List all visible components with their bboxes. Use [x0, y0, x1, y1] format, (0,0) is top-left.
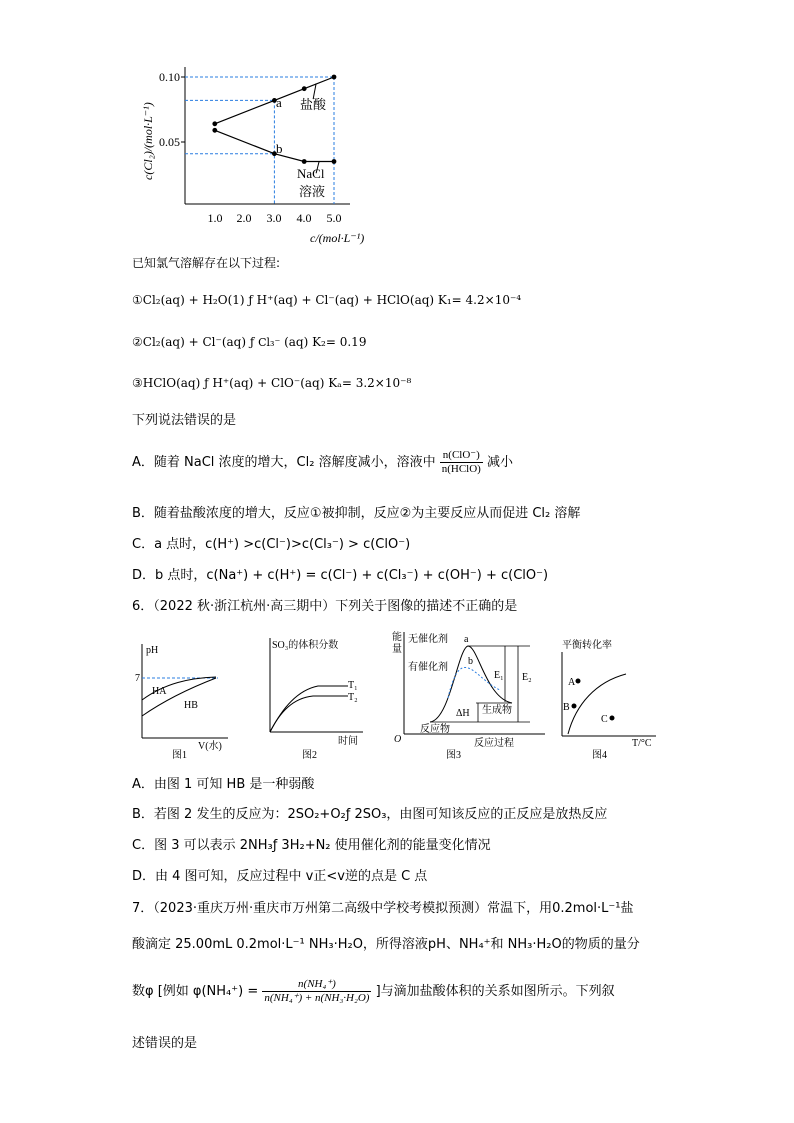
phi-numerator: n(NH₄⁺)	[262, 978, 371, 992]
series_hcl-point-0	[212, 121, 217, 126]
tick-x-4: 4.0	[296, 211, 312, 225]
fig1-caption: 图1	[172, 750, 187, 761]
question-6-stem: 6．（2022 秋·浙江杭州·高三期中）下列关于图像的描述不正确的是	[132, 599, 518, 614]
fig3-b: b	[468, 656, 473, 667]
series_hcl-point-2	[302, 86, 307, 91]
q5-option-a-post: 减小	[486, 455, 513, 470]
question-7-line-4: 述错误的是	[132, 1036, 198, 1051]
fig3-caption: 图3	[446, 750, 461, 761]
fig3-product: 生成物	[482, 705, 512, 716]
fig2-ylabel: SO₃的体积分数	[272, 640, 339, 651]
question-7-line-3	[132, 978, 615, 1005]
fig4-pc: C	[601, 714, 608, 725]
fig1-ylabel: pH	[146, 645, 159, 656]
tick-x-2: 2.0	[236, 211, 252, 225]
tick-x-5: 5.0	[326, 211, 342, 225]
q5-option-a-pre: A．随着 NaCl 浓度的增大，Cl₂ 溶解度减小，溶液中	[132, 455, 436, 470]
label-hcl: 盐酸	[300, 97, 327, 112]
fig3-cat: 有催化剂	[408, 662, 448, 673]
y-axis-label: c(Cl₂)/(mol·L⁻¹)	[141, 102, 155, 180]
reaction-2-lhs: ②Cl₂(aq) + Cl⁻(aq) ƒ	[132, 335, 259, 349]
q6-option-d: D．由 4 图可知，反应过程中 v正<v逆的点是 C 点	[132, 869, 428, 884]
figure-1	[130, 638, 230, 763]
fig3-e2: E₂	[522, 672, 532, 683]
fig3-xlabel: 反应过程	[474, 738, 514, 749]
fig2-t2: T₂	[348, 692, 358, 703]
series_hcl-point-3	[332, 75, 337, 80]
tick-x-3: 3.0	[266, 211, 282, 225]
fig4-pa: A	[568, 677, 576, 688]
fig3-a: a	[464, 634, 469, 645]
fig3-dh: ΔH	[456, 708, 470, 719]
fig1-hb: HB	[184, 700, 198, 711]
label-nacl-2: 溶液	[299, 184, 326, 199]
figure-2	[258, 632, 368, 763]
fig2-t1: T₁	[348, 680, 358, 691]
q5-option-a	[132, 449, 513, 476]
fig1-xlabel: V(水)	[198, 741, 222, 752]
q5-option-b: B．随着盐酸浓度的增大，反应①被抑制，反应②为主要反应从而促进 Cl₂ 溶解	[132, 506, 581, 521]
fig4-xlabel: T/°C	[632, 738, 652, 749]
q5-option-d: D．b 点时，c(Na⁺) + c(H⁺) = c(Cl⁻) + c(Cl₃⁻) + c(OH⁻) + c(ClO⁻)	[132, 568, 549, 583]
ratio-numerator: n(ClO⁻)	[440, 449, 483, 463]
ratio-fraction	[440, 449, 483, 476]
series_nacl-point-0	[212, 128, 217, 133]
fig3-ylabel-1: 能	[392, 632, 402, 643]
solubility-chart	[130, 62, 370, 252]
fig4-pb: B	[563, 702, 570, 713]
x-axis-label: c/(mol·L⁻¹)	[310, 231, 365, 245]
q5-option-c: C．a 点时，c(H⁺) >c(Cl⁻)>c(Cl₃⁻) > c(ClO⁻)	[132, 537, 411, 552]
fig4-ylabel: 平衡转化率	[562, 640, 612, 651]
tick-x-1: 1.0	[207, 211, 223, 225]
reaction-3: ③HClO(aq) ƒ H⁺(aq) + ClO⁻(aq) Kₐ= 3.2×10⁻⁸	[132, 376, 412, 390]
q6-option-c: C．图 3 可以表示 2NH₃ƒ 3H₂+N₂ 使用催化剂的能量变化情况	[132, 838, 491, 853]
q7-line-3-pre: 数φ [例如 φ(NH₄⁺) =	[132, 984, 259, 999]
fig3-origin: O	[394, 734, 402, 745]
tick-y-010: 0.10	[159, 70, 180, 84]
fig3-ylabel-2: 量	[392, 644, 402, 655]
q7-line-3-post: ]与滴加盐酸体积的关系如图所示。下列叙	[375, 984, 615, 999]
figure-3	[390, 628, 550, 763]
question-7-line-1: 7．（2023·重庆万州·重庆市万州第二高级中学校考模拟预测）常温下，用0.2mol·L⁻¹盐	[132, 901, 634, 916]
fig1-tick7: 7	[135, 673, 140, 684]
fig2-caption: 图2	[302, 750, 317, 761]
fig4-caption: 图4	[592, 750, 607, 761]
question-7-line-2: 酸滴定 25.00mL 0.2mol·L⁻¹ NH₃·H₂O，所得溶液pH、NH₄⁺和 NH₃·H₂O的物质的量分	[132, 937, 640, 952]
series_nacl-point-3	[332, 159, 337, 164]
label-nacl-1: NaCl	[297, 166, 325, 181]
phi-fraction	[262, 978, 371, 1005]
fig1-ha: HA	[152, 686, 167, 697]
tick-y-005: 0.05	[159, 135, 180, 149]
fig3-e1: E₁	[494, 670, 504, 681]
label-a: a	[276, 95, 282, 110]
question-5-stem: 下列说法错误的是	[132, 413, 237, 428]
reaction-2-rhs: (aq) K₂= 0.19	[284, 335, 367, 349]
reaction-2-species: Cl₃⁻	[258, 336, 281, 349]
known-text: 已知氯气溶解存在以下过程:	[132, 256, 281, 270]
series_nacl-point-2	[302, 159, 307, 164]
phi-denominator: n(NH₄⁺) + n(NH₃·H₂O)	[264, 992, 370, 1004]
fig3-reactant: 反应物	[420, 724, 450, 735]
q6-option-a: A．由图 1 可知 HB 是一种弱酸	[132, 777, 315, 792]
fig2-xlabel: 时间	[338, 736, 358, 747]
q6-option-b: B．若图 2 发生的反应为：2SO₂+O₂ƒ 2SO₃，由图可知该反应的正反应是放热反应	[132, 807, 608, 822]
label-b: b	[276, 141, 283, 156]
reaction-1: ①Cl₂(aq) + H₂O(1) ƒ H⁺(aq) + Cl⁻(aq) + HClO(aq) K₁= 4.2×10⁻⁴	[132, 293, 522, 307]
reaction-2	[132, 333, 366, 352]
ratio-denominator: n(HClO)	[441, 463, 481, 475]
figure-4	[556, 634, 666, 763]
fig3-nocat: 无催化剂	[408, 634, 448, 645]
